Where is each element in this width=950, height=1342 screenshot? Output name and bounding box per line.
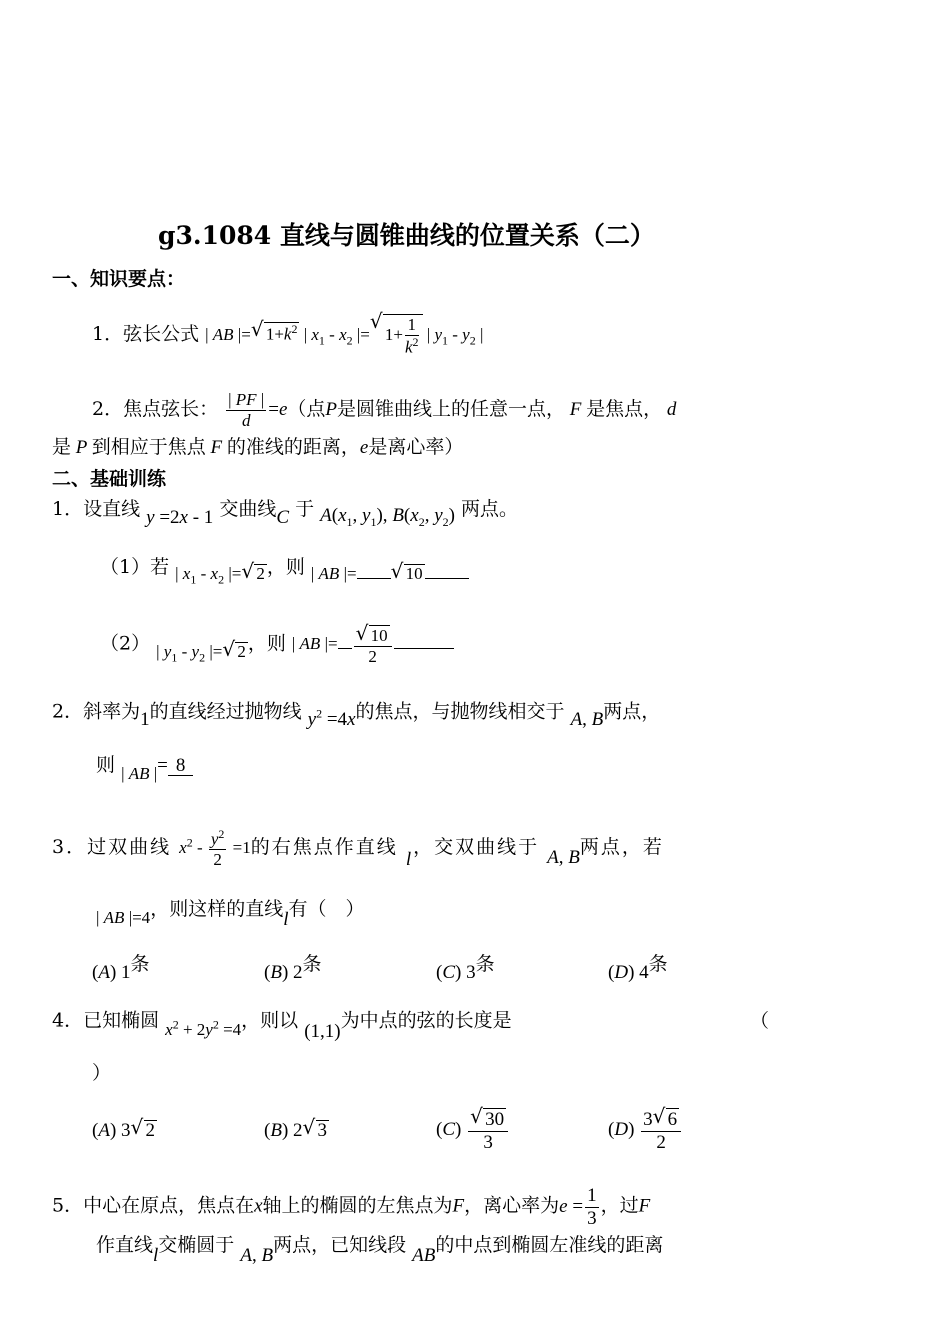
option-d[interactable]: (D) $\frac{3√ 6}{2}$ [608, 1108, 683, 1154]
chord-length-formula: | AB |=√ $1+k^2$ | $x_1 - x_2$ |=√ 1+ $\frac{1}{k^2}$ | $y_1 - y_2$ | [205, 325, 483, 344]
option-b[interactable]: (B) 2√ 3 [264, 1120, 329, 1140]
knowledge-item-2-cont: 是 P 到相应于焦点 F 的准线的距离，e是离心率） [52, 436, 464, 458]
question-2-answer: 8 [168, 756, 194, 776]
question-3-line-2: | AB |=4，则这样的直线l有（ ） [96, 898, 365, 930]
knowledge-item-1 [92, 314, 483, 357]
question-2-stem: 2．斜率为1的直线经过抛物线 $y^2 =4x$的焦点，与抛物线相交于 A, B两点， [52, 700, 661, 731]
question-5-stem: 5．中心在原点，焦点在x轴上的椭圆的左焦点为F，离心率为e = $\frac{1}{3}$ ，过F [52, 1185, 651, 1229]
question-5-line-2: 作直线l交椭圆于 A, B两点，已知线段 AB的中点到椭圆左准线的距离 [96, 1234, 664, 1266]
chord-length-label: 1．弦长公式 [92, 322, 200, 345]
question-2-line-2: 则 | AB |= 8 [96, 756, 193, 776]
question-3-stem: 3．过双曲线 $x^2$ - $\frac{y^2}{2}$ =1的右焦点作直线 l，交双曲线于 A, B两点，若 [52, 827, 664, 870]
option-a[interactable]: (A) 1条 [92, 953, 150, 983]
option-a[interactable]: (A) 3√ 2 [92, 1120, 157, 1140]
question-4-stem: 4．已知椭圆 $x^2 + 2y^2 =4$，则以 (1,1)为中点的弦的长度是 [52, 1009, 512, 1042]
question-1-stem: 1．设直线 y =2x - 1 交曲线C 于 $A(x_1$, $y_1$), $B(x_2$, $y_2$) 两点。 [52, 498, 519, 529]
section-heading-training: 二、基础训练 [52, 468, 167, 490]
knowledge-item-2: 2．焦点弦长： $\frac{| PF |}{d}$ =e（点P是圆锥曲线上的任意一点， F 是焦点， d [92, 390, 677, 430]
option-d[interactable]: (D) 4条 [608, 953, 668, 983]
focal-chord-label: 2．焦点弦长： [92, 398, 219, 421]
question-1-part-2: （2） | $y_1 - y_2$ |=√ 2 ，则 | AB |= √ $\frac{10}{2}$ [100, 625, 454, 666]
question-4-paren-close: ） [92, 1062, 112, 1084]
section-heading-knowledge: 一、知识要点： [52, 268, 186, 290]
option-c[interactable]: (C) 3条 [436, 953, 495, 983]
focal-chord-fraction: $\frac{| PF |}{d}$ [228, 390, 265, 430]
question-4-paren-open: （ [750, 1010, 770, 1032]
question-1-part-1: （1）若 | $x_1 - x_2$ |=√ 2 ，则 | AB |=√ 10 [100, 558, 469, 579]
option-b[interactable]: (B) 2条 [264, 953, 322, 983]
question-4-options [92, 1108, 792, 1158]
option-c[interactable]: (C) √ $\frac{30}{3}$ [436, 1108, 510, 1154]
page-title: g3.1084 直线与圆锥曲线的位置关系（二） [158, 221, 655, 250]
